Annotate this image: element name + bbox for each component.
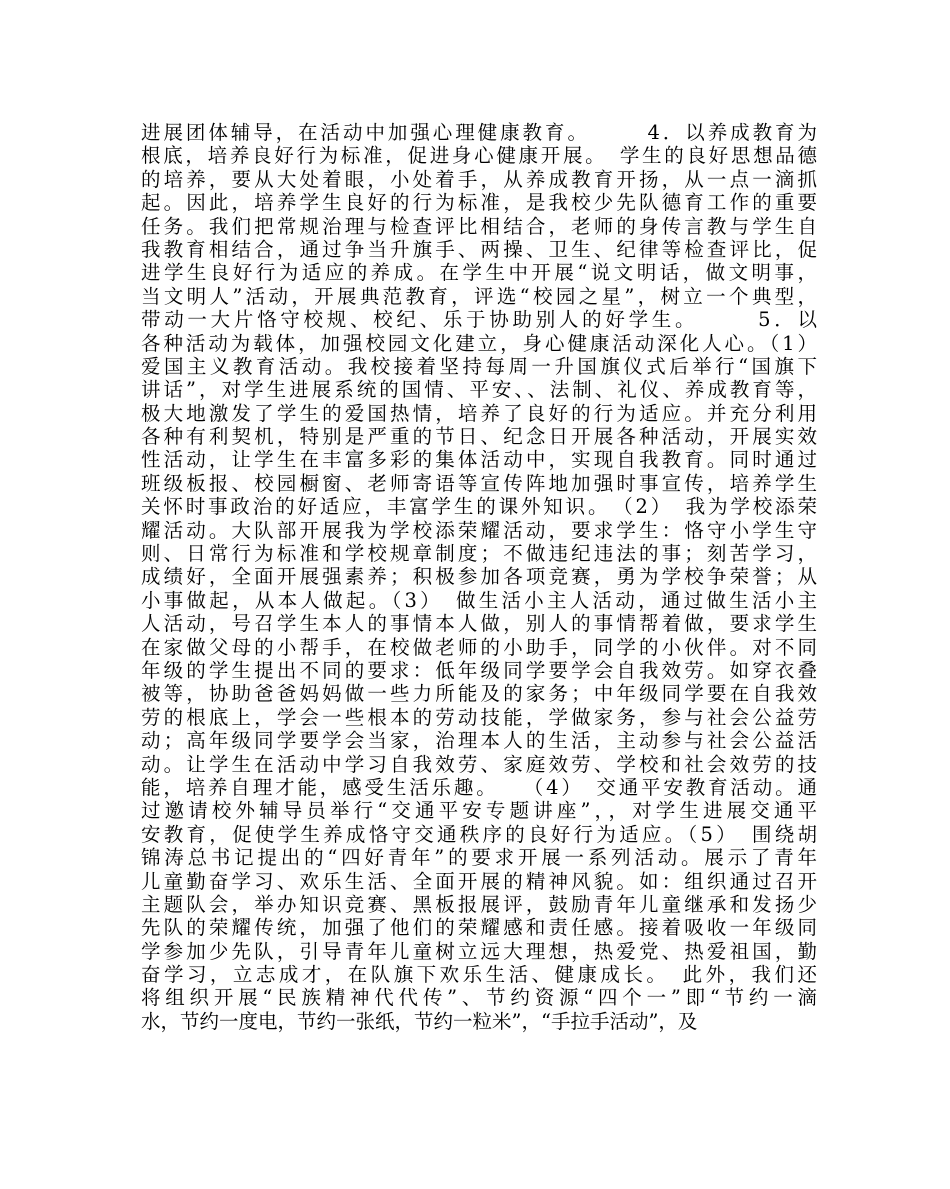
- text-line: 任务。我们把常规治理与检查评比相结合，老师的身传言教与学生自: [141, 214, 817, 238]
- text-line: 当文明人”活动，开展典范教育，评选“校园之星”，树立一个典型，: [141, 284, 817, 308]
- text-line: 先队的荣耀传统，加强了他们的荣耀感和责任感。接着吸收一年级同: [141, 916, 817, 940]
- text-line: 爱国主义教育活动。我校接着坚持每周一升国旗仪式后举行“国旗下: [141, 354, 817, 378]
- text-line: 进展团体辅导，在活动中加强心理健康教育。 4．以养成教育为: [141, 121, 817, 144]
- text-line: 过邀请校外辅导员举行“交通平安专题讲座”，，对学生进展交通平: [141, 799, 817, 823]
- text-line: 主题队会，举办知识竞赛、黑板报展评，鼓励青年儿童继承和发扬少: [141, 892, 817, 916]
- text-line: 性活动，让学生在丰富多彩的集体活动中，实现自我教育。同时通过: [141, 448, 817, 472]
- text-line: 能，培养自理才能，感受生活乐趣。 （4） 交通平安教育活动。通: [141, 775, 817, 799]
- text-line: 锦涛总书记提出的“四好青年”的要求开展一系列活动。展示了青年: [141, 846, 817, 870]
- text-line: 进学生良好行为适应的养成。在学生中开展“说文明话，做文明事，: [141, 261, 817, 285]
- text-line: 安教育，促使学生养成恪守交通秩序的良好行为适应。（5） 围绕胡: [141, 822, 817, 846]
- text-line: 动。让学生在活动中学习自我效劳、家庭效劳、学校和社会效劳的技: [141, 752, 817, 776]
- body-text: [141, 121, 817, 1033]
- text-line: 的培养，要从大处着眼，小处着手，从养成教育开扬，从一点一滴抓: [141, 167, 817, 191]
- text-line: 起。因此，培养学生良好的行为标准，是我校少先队德育工作的重要: [141, 191, 817, 215]
- text-line: 我教育相结合，通过争当升旗手、两操、卫生、纪律等检查评比，促: [141, 237, 817, 261]
- text-line: 将组织开展“民族精神代代传”、节约资源“四个一”即“节约一滴: [141, 986, 817, 1010]
- text-line: 班级板报、校园橱窗、老师寄语等宣传阵地加强时事宣传，培养学生: [141, 471, 817, 495]
- text-line: 讲话”，对学生进展系统的国情、平安、、法制、礼仪、养成教育等，: [141, 378, 817, 402]
- text-line: 奋学习，立志成才，在队旗下欢乐生活、健康成长。 此外，我们还: [141, 963, 817, 987]
- text-line: 动；高年级同学要学会当家，治理本人的生活，主动参与社会公益活: [141, 729, 817, 753]
- text-line: 根底，培养良好行为标准，促进身心健康开展。 学生的良好思想品德: [141, 144, 817, 168]
- text-line: 极大地激发了学生的爱国热情，培养了良好的行为适应。并充分利用: [141, 401, 817, 425]
- text-line: 小事做起，从本人做起。（3） 做生活小主人活动，通过做生活小主: [141, 588, 817, 612]
- text-line: 劳的根底上，学会一些根本的劳动技能，学做家务，参与社会公益劳: [141, 705, 817, 729]
- text-line: 则、日常行为标准和学校规章制度；不做违纪违法的事；刻苦学习，: [141, 542, 817, 566]
- text-line: 关怀时事政治的好适应，丰富学生的课外知识。 （2） 我为学校添荣: [141, 495, 817, 519]
- text-line: 被等，协助爸爸妈妈做一些力所能及的家务；中年级同学要在自我效: [141, 682, 817, 706]
- text-line: 各种有利契机，特别是严重的节日、纪念日开展各种活动，开展实效: [141, 425, 817, 449]
- text-line: 耀活动。大队部开展我为学校添荣耀活动，要求学生：恪守小学生守: [141, 518, 817, 542]
- text-line: 儿童勤奋学习、欢乐生活、全面开展的精神风貌。如：组织通过召开: [141, 869, 817, 893]
- text-line: 带动一大片恪守校规、校纪、乐于协助别人的好学生。 5．以: [141, 308, 817, 332]
- text-line: 水，节约一度电，节约一张纸，节约一粒米”，“手拉手活动”，及: [141, 1009, 698, 1033]
- text-line: 成绩好，全面开展强素养；积极参加各项竞赛，勇为学校争荣誉；从: [141, 565, 817, 589]
- text-line: 各种活动为载体，加强校园文化建立，身心健康活动深化人心。（1）: [141, 331, 817, 355]
- text-line: 在家做父母的小帮手，在校做老师的小助手，同学的小伙伴。对不同: [141, 635, 817, 659]
- text-line: 人活动，号召学生本人的事情本人做，别人的事情帮着做，要求学生: [141, 612, 817, 636]
- text-line: 年级的学生提出不同的要求：低年级同学要学会自我效劳。如穿衣叠: [141, 658, 817, 682]
- text-line: 学参加少先队，引导青年儿童树立远大理想，热爱党、热爱祖国，勤: [141, 939, 817, 963]
